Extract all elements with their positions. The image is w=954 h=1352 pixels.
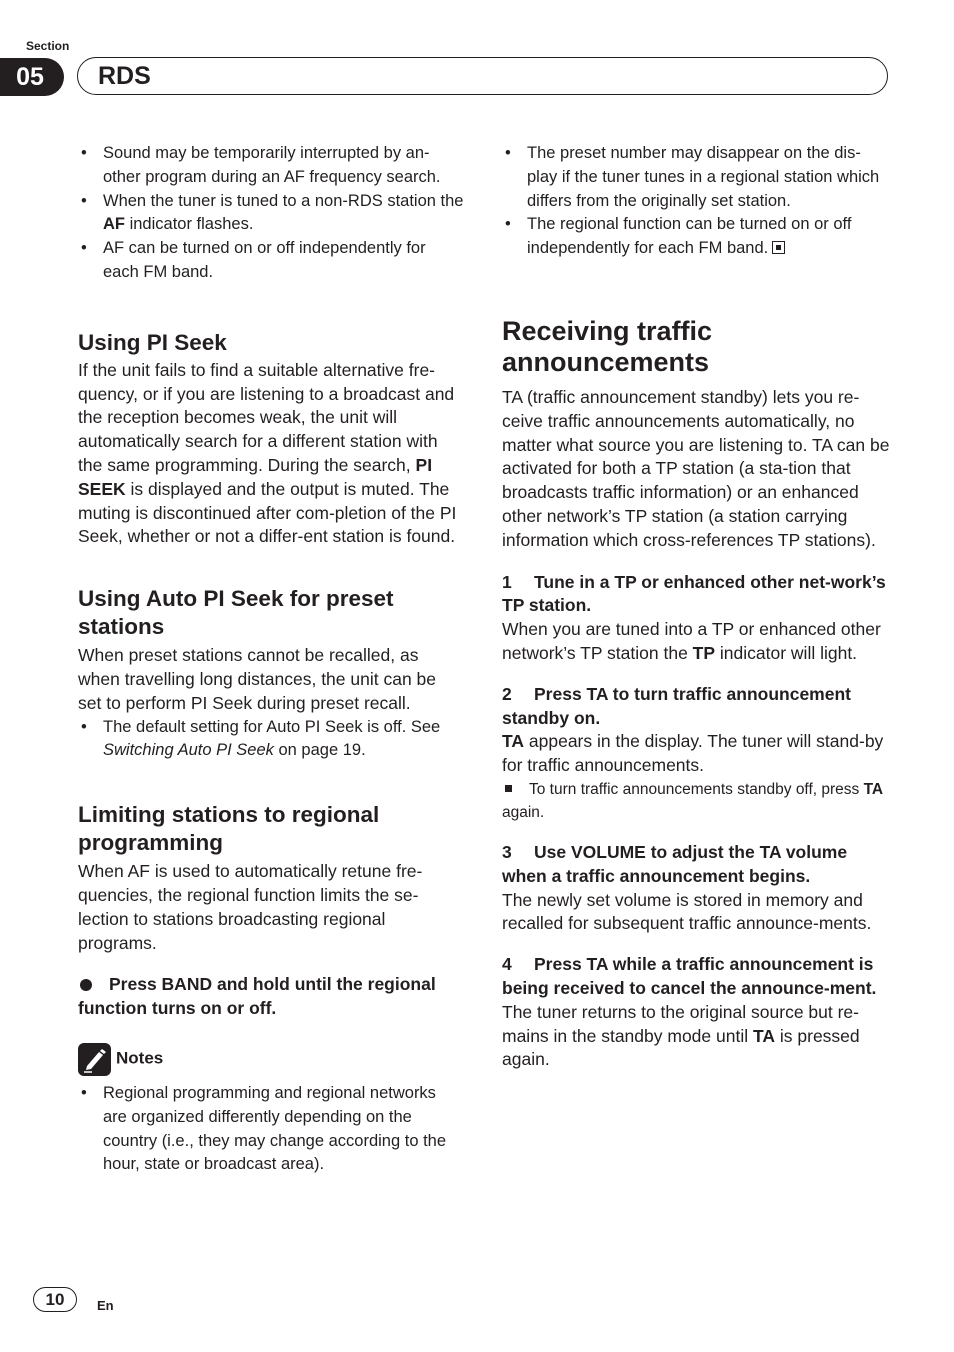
traffic-heading: Receiving traffic announcements: [502, 315, 713, 377]
step-2-title: 2 Press TA to turn traffic announcement standby on.: [502, 683, 851, 728]
traffic-intro: TA (traffic announcement standby) lets you re-ceive traffic announcements automatically, no matter what source you are listening to. TA can be activated for both a TP station (a sta-tion that broadcasts traffic information) or an enhanced other network’s TP station (a station carrying information which cross-references TP stations).: [502, 386, 890, 550]
regional-notes-list: [502, 142, 890, 261]
step-3-body: The newly set volume is stored in memory and recalled for subsequent traffic announce-ments.: [502, 889, 872, 934]
list-item: • Sound may be temporarily interrupted by an-other program during an AF frequency search.: [78, 142, 464, 190]
step-2-body: TA appears in the display. The tuner will stand-by for traffic announcements.: [502, 731, 884, 776]
regional-step: Press BAND and hold until the regional function turns on or off.: [78, 974, 436, 1019]
section-label: Section: [26, 39, 70, 53]
page-number: 10: [33, 1287, 77, 1312]
notes-header: [78, 1043, 464, 1076]
step-1-title: 1 Tune in a TP or enhanced other net-work’s TP station.: [502, 571, 886, 616]
section-title-bar: [77, 57, 888, 95]
list-item: • The regional function can be turned on or off independently for each FM band.: [502, 213, 890, 261]
list-item: • Regional programming and regional networks are organized differently depending on the country (i.e., they may change according to the hour, state or broadcast area).: [78, 1082, 464, 1177]
regional-body: When AF is used to automatically retune fre-quencies, the regional function limits the se-lection to stations broadcasting regional programs.: [78, 861, 423, 953]
pi-seek-body: If the unit fails to find a suitable alternative fre-quency, or if you are listening to a broadcast and the reception becomes weak, the unit will automatically search for a different station with the same programming. During the search, PI SEEK is displayed and the output is muted. The muting is discontinued after com-pletion of the PI Seek, whether or not a differ-ent station is found.: [78, 359, 457, 547]
end-of-section-icon: [772, 241, 785, 254]
list-item: • The default setting for Auto PI Seek is off. See Switching Auto PI Seek on page 19.: [78, 716, 464, 764]
cross-reference: Switching Auto PI Seek: [103, 741, 274, 760]
list-item: • The preset number may disappear on the dis-play if the tuner tunes in a regional station which differs from the originally set station.: [502, 142, 890, 213]
right-column: [502, 142, 890, 1072]
auto-pi-seek-body: When preset stations cannot be recalled, as when travelling long distances, the unit can be set to perform PI Seek during preset recall.: [78, 645, 437, 713]
notes-heading: Notes: [116, 1048, 164, 1068]
language-code: En: [97, 1298, 114, 1313]
left-column: [78, 142, 464, 1177]
auto-pi-seek-list: [78, 716, 464, 764]
notes-pencil-icon: [78, 1043, 111, 1076]
step-4-body: The tuner returns to the original source but re-mains in the standby mode until TA is pressed again.: [502, 1001, 860, 1070]
pi-seek-heading: Using PI Seek: [78, 329, 227, 355]
section-title: RDS: [98, 62, 151, 90]
bullet-dot-icon: [80, 979, 92, 991]
regional-heading: Limiting stations to regional programming: [78, 802, 380, 856]
af-indicator: AF: [103, 215, 125, 234]
step-3-title: 3 Use VOLUME to adjust the TA volume when a traffic announcement begins.: [502, 841, 848, 886]
auto-pi-seek-heading: Using Auto PI Seek for preset stations: [78, 586, 394, 640]
step-4-title: 4 Press TA while a traffic announcement is being received to cancel the announce-ment.: [502, 954, 877, 998]
step-2-note: To turn traffic announcements standby off, press TA again.: [502, 780, 884, 821]
af-notes-list: [78, 142, 464, 285]
notes-list: [78, 1082, 464, 1177]
list-item: • When the tuner is tuned to a non-RDS station the AF indicator flashes.: [78, 190, 464, 238]
section-number-tab: 05: [0, 58, 64, 96]
step-1-body: When you are tuned into a TP or enhanced other network’s TP station the TP indicator will light.: [502, 619, 881, 663]
bullet-square-icon: [505, 785, 512, 792]
list-item: • AF can be turned on or off independently for each FM band.: [78, 237, 464, 285]
